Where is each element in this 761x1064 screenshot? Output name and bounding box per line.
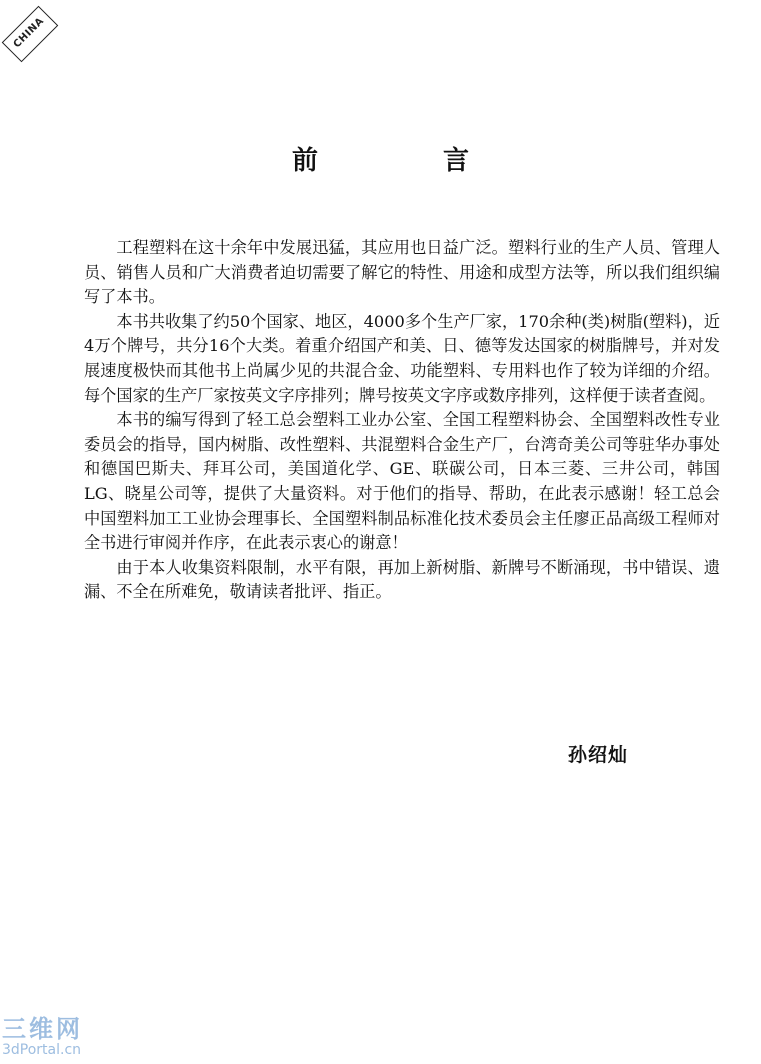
paragraph-3: 本书的编写得到了轻工总会塑料工业办公室、全国工程塑料协会、全国塑料改性专业委员会的指导，国内树脂、改性塑料、共混塑料合金生产厂，台湾奇美公司等驻华办事处和德国巴斯夫、拜耳公司，美国道化学、GE、联碳公司，日本三菱、三井公司，韩国LG、晓星公司等，提供了大量资料。对于他们的指导、帮助，在此表示感谢！轻工总会中国塑料加工工业协会理事长、全国塑料制品标准化技术委员会主任廖正品高级工程师对全书进行审阅并作序，在此表示衷心的谢意！ (84, 410, 720, 553)
paragraph-1: 工程塑料在这十余年中发展迅猛，其应用也日益广泛。塑料行业的生产人员、管理人员、销售人员和广大消费者迫切需要了解它的特性、用途和成型方法等，所以我们组织编写了本书。 (84, 238, 720, 307)
watermark-domain: 3dPortal.cn (2, 1042, 82, 1058)
preface-body (84, 236, 720, 605)
site-watermark (2, 1016, 112, 1058)
author-signature: 孙绍灿 (568, 744, 629, 766)
page-title: 前 言 (291, 146, 528, 176)
watermark-logo-text: 三维网 (2, 1015, 83, 1043)
paragraph-2: 本书共收集了约50个国家、地区，4000多个生产厂家，170余种(类)树脂(塑料)，近4万个牌号，共分16个大类。着重介绍国产和美、日、德等发达国家的树脂牌号，并对发展速度极快而其他书上尚属少见的共混合金、功能塑料、专用料也作了较为详细的介绍。每个国家的生产厂家按英文字序排列；牌号按英文字序或数序排列，这样便于读者查阅。 (84, 311, 720, 405)
china-stamp: CHINA (2, 6, 59, 63)
paragraph-4: 由于本人收集资料限制，水平有限，再加上新树脂、新牌号不断涌现，书中错误、遗漏、不全在所难免，敬请读者批评、指正。 (84, 557, 720, 602)
